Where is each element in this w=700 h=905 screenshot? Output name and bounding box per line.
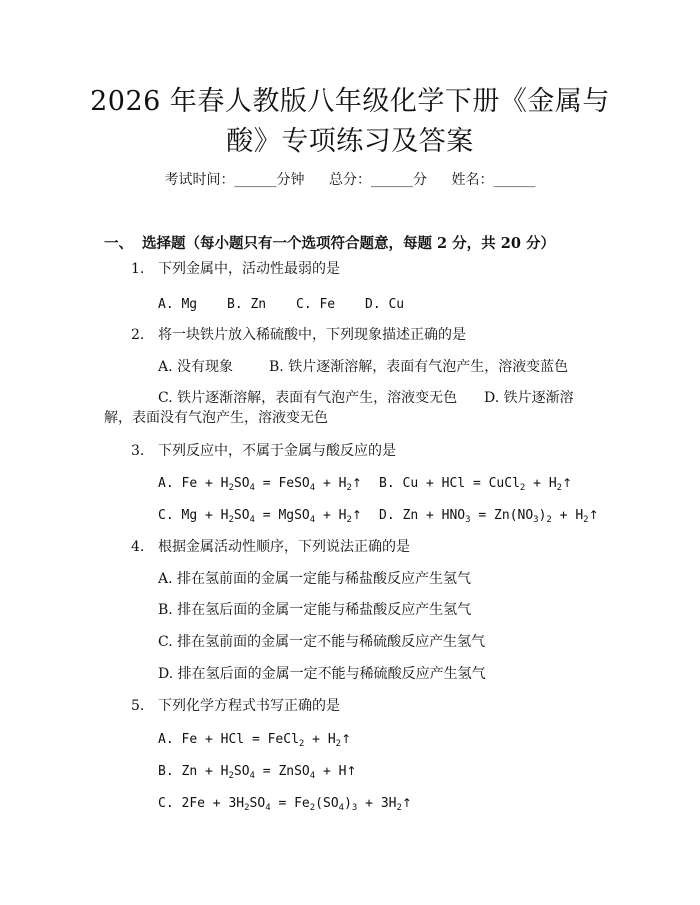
- option-d: D. Cu: [365, 297, 405, 312]
- option-c: C. $Mg + H_2SO_4$ = MgSO$_4$ + $H_2↑$: [158, 508, 362, 525]
- option-d: D. 铁片逐渐溶: [484, 390, 574, 406]
- option-b: B. Zn: [227, 297, 267, 312]
- question-3: [131, 441, 396, 461]
- question-1-options: [158, 294, 404, 315]
- question-stem: 下列金属中，活动性最弱的是: [158, 261, 340, 277]
- student-name-field: 姓名：______: [451, 172, 536, 188]
- question-number: 1.: [131, 261, 145, 277]
- option-a: A. 排在氢前面的金属一定能与稀盐酸反应产生氢气: [158, 571, 472, 587]
- section-heading: [104, 232, 555, 253]
- option-b: B. 排在氢后面的金属一定能与稀盐酸反应产生氢气: [158, 602, 472, 618]
- total-score-field: 总分：______分: [329, 172, 427, 188]
- section-title: 选择题（每小题只有一个选项符合题意，每题 2 分，共 20 分）: [142, 235, 555, 252]
- question-2-options-row-2: [158, 388, 574, 408]
- title-line-2: 酸》专项练习及答案: [226, 126, 474, 157]
- exam-time-field: 考试时间：______分钟: [164, 172, 305, 188]
- option-c: C. 排在氢前面的金属一定不能与稀硫酸反应产生氢气: [158, 634, 486, 650]
- option-c: C. Fe: [296, 297, 336, 312]
- option-b: B. 铁片逐渐溶解，表面有气泡产生，溶液变蓝色: [269, 359, 569, 375]
- question-2: [131, 325, 466, 345]
- question-number: 3.: [131, 443, 145, 459]
- question-stem: 下列反应中，不属于金属与酸反应的是: [158, 443, 396, 459]
- option-a: A. 没有现象: [158, 359, 234, 375]
- option-b: B. Cu + HCl = CuCl$_2$ + $H_2↑$: [379, 476, 573, 493]
- option-b: B. $Zn + H_2SO_4$ = ZnSO$_4$ + H↑: [158, 764, 357, 781]
- exam-info: [0, 169, 700, 189]
- option-a: A. Fe + HCl = FeCl$_2$ + $H_2↑$: [158, 732, 352, 749]
- question-number: 2.: [131, 327, 145, 343]
- question-5: [131, 696, 340, 716]
- option-c: C. $2Fe + 3H_2SO_4 = Fe_2(SO_4)_3$ + $3H_2↑$: [158, 796, 412, 813]
- question-stem: 下列化学方程式书写正确的是: [158, 698, 340, 714]
- question-number: 5.: [131, 698, 145, 714]
- question-3-options-row-1: [158, 473, 572, 494]
- question-2-options-row-1: [158, 357, 568, 377]
- option-d: D. 排在氢后面的金属一定不能与稀硫酸反应产生氢气: [158, 666, 486, 682]
- question-1: [131, 259, 340, 279]
- question-4: [131, 537, 410, 557]
- option-a: A. Mg: [158, 297, 198, 312]
- question-stem: 将一块铁片放入稀硫酸中，下列现象描述正确的是: [158, 327, 466, 343]
- option-a: A. $Fe + H_2SO_4$ = FeSO$_4$ + $H_2↑$: [158, 476, 362, 493]
- title-line-1: 2026 年春人教版八年级化学下册《金属与: [90, 86, 610, 117]
- question-3-options-row-2: [158, 505, 599, 526]
- option-d: D. $Zn + HNO_3 = Zn(NO_3)_2$ + $H_2↑$: [379, 508, 599, 525]
- question-2-option-d-continued: 解，表面没有气泡产生，溶液变无色: [104, 410, 328, 426]
- question-number: 4.: [131, 539, 145, 555]
- question-stem: 根据金属活动性顺序，下列说法正确的是: [158, 539, 410, 555]
- section-number: 一、: [104, 235, 133, 252]
- option-c: C. 铁片逐渐溶解，表面有气泡产生，溶液变无色: [158, 390, 458, 406]
